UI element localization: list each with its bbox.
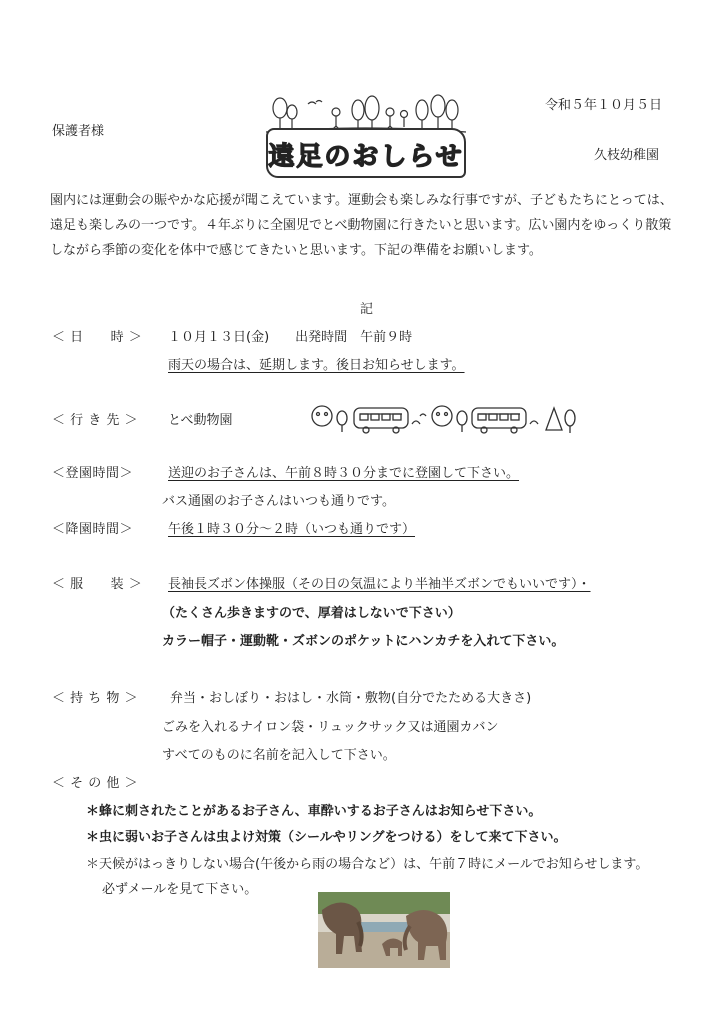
title-frame bbox=[266, 128, 466, 178]
date-label: ＜ 日 時 ＞ bbox=[52, 330, 143, 345]
items-line-3: すべてのものに名前を記入して下さい。 bbox=[162, 748, 396, 763]
clothing-line-3: カラー帽子・運動靴・ズボンのポケットにハンカチを入れて下さい。 bbox=[162, 634, 565, 649]
items-label: ＜ 持 ち 物 ＞ bbox=[52, 691, 139, 706]
arrival-line-2: バス通園のお子さんはいつも通りです。 bbox=[162, 494, 395, 509]
arrival-line-1: 送迎のお子さんは、午前８時３０分までに登園して下さい。 bbox=[168, 466, 520, 481]
other-line-3: ＊天候がはっきりしない場合(午後から雨の場合など）は、午前７時にメールでお知らせします。 bbox=[86, 857, 649, 872]
departure-label: ＜降園時間＞ bbox=[52, 522, 134, 537]
elephant-photo bbox=[318, 892, 450, 968]
clothing-line-2: （たくさん歩きますので、厚着はしないで下さい） bbox=[162, 606, 461, 621]
departure-line-1: 午後１時３０分～２時（いつも通りです） bbox=[168, 522, 416, 537]
date: 令和５年１０月５日 bbox=[545, 98, 663, 113]
destination-label: ＜ 行 き 先 ＞ bbox=[52, 413, 139, 428]
other-line-2: ＊虫に弱いお子さんは虫よけ対策（シールやリングをつける）をして来て下さい。 bbox=[86, 830, 567, 845]
ki-mark: 記 bbox=[360, 302, 374, 317]
other-line-4: 必ずメールを見て下さい。 bbox=[102, 882, 258, 897]
date-line-1: １０月１３日(金) 出発時間 午前９時 bbox=[168, 330, 413, 345]
other-line-1: ＊蜂に刺されたことがあるお子さん、車酔いするお子さんはお知らせ下さい。 bbox=[86, 804, 542, 819]
intro-paragraph: 園内には運動会の賑やかな応援が聞こえています。運動会も楽しみな行事ですが、子どもたちにとっては、遠足も楽しみの一つです。４年ぶりに全園児でとべ動物園に行きたいと思います。広い園内をゆっくり散策しながら季節の変化を体中で感じてきたいと思います。下記の準備をお願いします。 bbox=[50, 193, 673, 258]
clothing-line-1: 長袖長ズボン体操服（その日の気温により半袖半ズボンでもいいです）・ bbox=[168, 577, 591, 592]
items-line-2: ごみを入れるナイロン袋・リュックサック又は通園カバン bbox=[162, 720, 499, 735]
bus-animals-illustration bbox=[308, 402, 578, 436]
items-line-1: 弁当・おしぼり・おはし・水筒・敷物(自分でたためる大きさ) bbox=[170, 691, 532, 706]
clothing-label: ＜ 服 装 ＞ bbox=[52, 577, 143, 592]
destination-value: とべ動物園 bbox=[168, 413, 233, 428]
other-label: ＜ そ の 他 ＞ bbox=[52, 776, 139, 791]
sender: 久枝幼稚園 bbox=[594, 148, 660, 163]
page-title: 遠足のおしらせ bbox=[268, 142, 464, 172]
recipient: 保護者様 bbox=[52, 124, 105, 139]
date-line-2: 雨天の場合は、延期します。後日お知らせします。 bbox=[168, 358, 465, 373]
arrival-label: ＜登園時間＞ bbox=[52, 466, 134, 481]
